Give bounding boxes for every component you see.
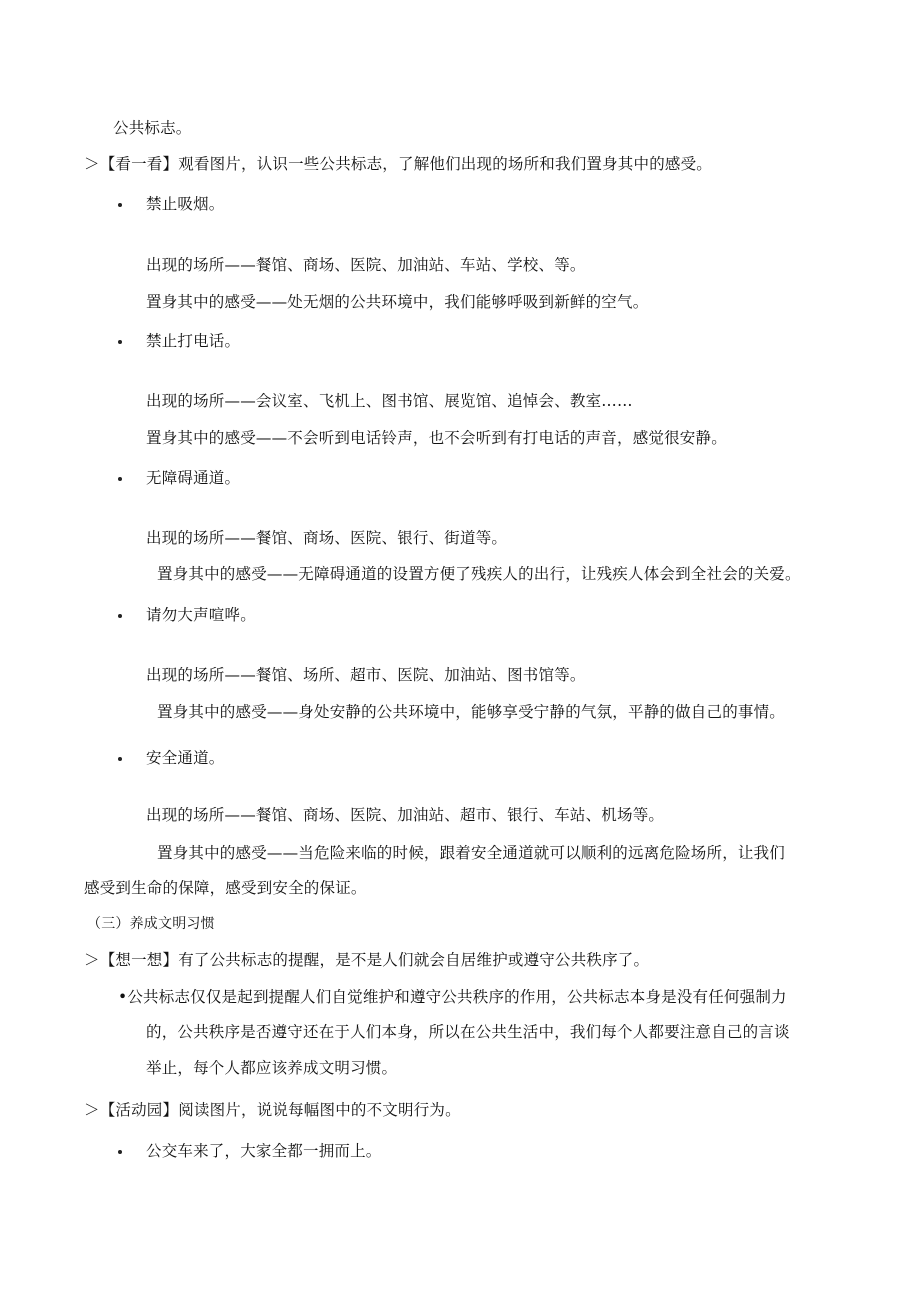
bullet-dot bbox=[118, 340, 122, 344]
sign-title-no-smoking: 禁止吸烟。 bbox=[146, 195, 225, 213]
text-line: 置身其中的感受——不会听到电话铃声，也不会听到有打电话的声音，感觉很安静。 bbox=[146, 429, 727, 447]
subsection-heading: （三）养成文明习惯 bbox=[87, 916, 215, 932]
text-line: 公交车来了，大家全都一拥而上。 bbox=[146, 1142, 382, 1160]
text-line: •公共标志仅仅是起到提醒人们自觉维护和遵守公共秩序的作用，公共标志本身是没有任何强制力 bbox=[118, 988, 787, 1006]
text-line: 举止，每个人都应该养成文明习惯。 bbox=[146, 1059, 398, 1077]
text-line: 置身其中的感受——无障碍通道的设置方便了残疾人的出行，让残疾人体会到全社会的关爱。 bbox=[157, 565, 801, 583]
bullet-dot bbox=[118, 1150, 122, 1154]
text-line: 出现的场所——会议室、飞机上、图书馆、展览馆、追悼会、教室…… bbox=[146, 392, 633, 410]
bullet-dot bbox=[118, 477, 122, 481]
bullet-dot bbox=[118, 614, 122, 618]
bullet-dot bbox=[118, 757, 122, 761]
text-line: 置身其中的感受——处无烟的公共环境中，我们能够呼吸到新鲜的空气。 bbox=[146, 293, 649, 311]
text-line: 出现的场所——餐馆、商场、医院、加油站、车站、学校、等。 bbox=[146, 256, 586, 274]
text-line: 的，公共秩序是否遵守还在于人们本身，所以在公共生活中，我们每个人都要注意自己的言谈 bbox=[146, 1023, 790, 1041]
text-line: 出现的场所——餐馆、场所、超市、医院、加油站、图书馆等。 bbox=[146, 666, 586, 684]
section-heading-look: ＞【看一看】观看图片，认识一些公共标志，了解他们出现的场所和我们置身其中的感受。 bbox=[84, 155, 713, 173]
text-line: 出现的场所——餐馆、商场、医院、加油站、超市、银行、车站、机场等。 bbox=[146, 806, 665, 824]
section-heading-think: ＞【想一想】有了公共标志的提醒，是不是人们就会自居维护或遵守公共秩序了。 bbox=[84, 951, 650, 969]
text-line: 感受到生命的保障，感受到安全的保证。 bbox=[84, 879, 367, 897]
section-heading-activity: ＞【活动园】阅读图片，说说每幅图中的不文明行为。 bbox=[84, 1101, 461, 1119]
bullet-dot bbox=[118, 203, 122, 207]
text-line: 置身其中的感受——身处安静的公共环境中，能够享受宁静的气氛，平静的做自己的事情。 bbox=[157, 703, 786, 721]
text-line: 置身其中的感受——当危险来临的时候，跟着安全通道就可以顺利的远离危险场所，让我们 bbox=[157, 844, 786, 862]
sign-title-accessible: 无障碍通道。 bbox=[146, 469, 241, 487]
sign-title-safety-exit: 安全通道。 bbox=[146, 749, 225, 767]
text-line: 出现的场所——餐馆、商场、医院、银行、街道等。 bbox=[146, 529, 508, 547]
sign-title-quiet: 请勿大声喧哗。 bbox=[146, 606, 256, 624]
sign-title-no-phone: 禁止打电话。 bbox=[146, 332, 241, 350]
text-line: 公共标志。 bbox=[113, 119, 192, 137]
